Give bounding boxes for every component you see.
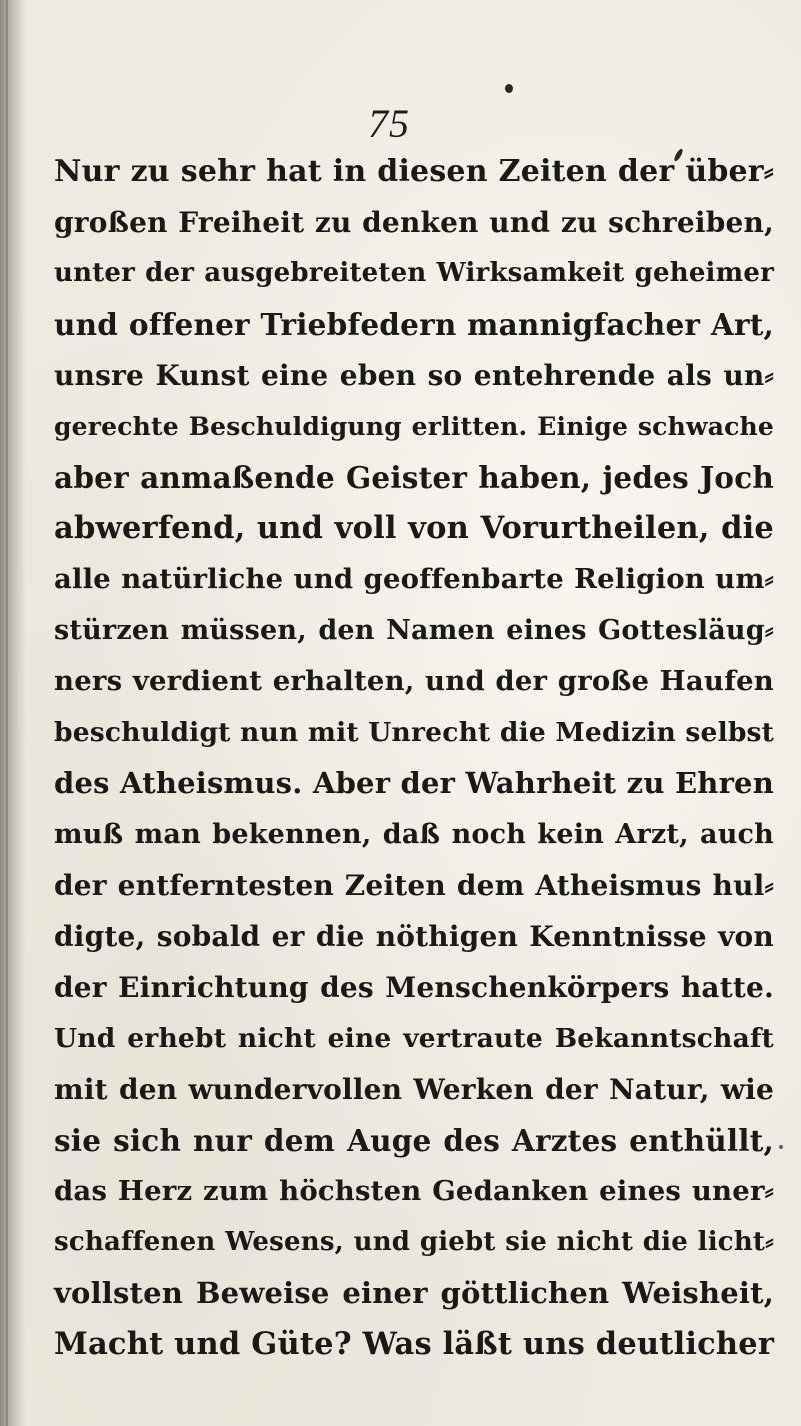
text-line: ners verdient erhalten, und der große Haufen bbox=[54, 665, 774, 697]
text-line: großen Freiheit zu denken und zu schreiben, bbox=[54, 206, 774, 239]
text-line: unter der ausgebreiteten Wirksamkeit geheimer bbox=[54, 258, 774, 288]
text-line: abwerfend, und voll von Vorurtheilen, die bbox=[54, 510, 774, 546]
text-line: mit den wundervollen Werken der Natur, wie bbox=[54, 1073, 774, 1106]
text-line: muß man bekennen, daß noch kein Arzt, auch bbox=[54, 819, 774, 850]
text-line: vollsten Beweise einer göttlichen Weisheit, bbox=[54, 1276, 774, 1310]
text-line: Nur zu sehr hat in diesen Zeiten der über⸗ bbox=[54, 154, 774, 189]
text-line: das Herz zum höchsten Gedanken eines uner⸗ bbox=[54, 1175, 774, 1207]
ink-speck bbox=[779, 1145, 783, 1149]
text-line: stürzen müssen, den Namen eines Gottesläug⸗ bbox=[54, 615, 774, 646]
text-line: digte, sobald er die nöthigen Kenntnisse von bbox=[54, 920, 774, 953]
text-line: gerechte Beschuldigung erlitten. Einige schwache bbox=[54, 412, 774, 441]
binding-edge-line bbox=[6, 0, 8, 1426]
text-line: sie sich nur dem Auge des Arztes enthüllt, bbox=[54, 1123, 774, 1158]
text-line: beschuldigt nun mit Unrecht die Medizin selbst bbox=[54, 717, 775, 748]
text-line: Und erhebt nicht eine vertraute Bekanntschaft bbox=[54, 1023, 774, 1054]
text-line: der entferntesten Zeiten dem Atheismus hul⸗ bbox=[54, 869, 774, 902]
text-line: und offener Triebfedern mannigfacher Art, bbox=[54, 307, 774, 342]
text-line: unsre Kunst eine eben so entehrende als un⸗ bbox=[54, 359, 774, 392]
page-number: 75 bbox=[368, 101, 410, 146]
body-text bbox=[54, 146, 774, 1370]
text-line: alle natürliche und geoffenbarte Religion um⸗ bbox=[54, 563, 774, 595]
text-line: schaffenen Wesens, und giebt sie nicht die licht⸗ bbox=[54, 1227, 774, 1257]
text-line: aber anmaßende Geister haben, jedes Joch bbox=[54, 460, 774, 495]
text-line: der Einrichtung des Menschenkörpers hatte. bbox=[54, 971, 774, 1004]
binding-gutter bbox=[0, 0, 26, 1426]
text-line: des Atheismus. Aber der Wahrheit zu Ehren bbox=[54, 766, 774, 800]
text-line: Macht und Güte? Was läßt uns deutlicher bbox=[54, 1326, 775, 1362]
ink-speck bbox=[505, 84, 513, 93]
